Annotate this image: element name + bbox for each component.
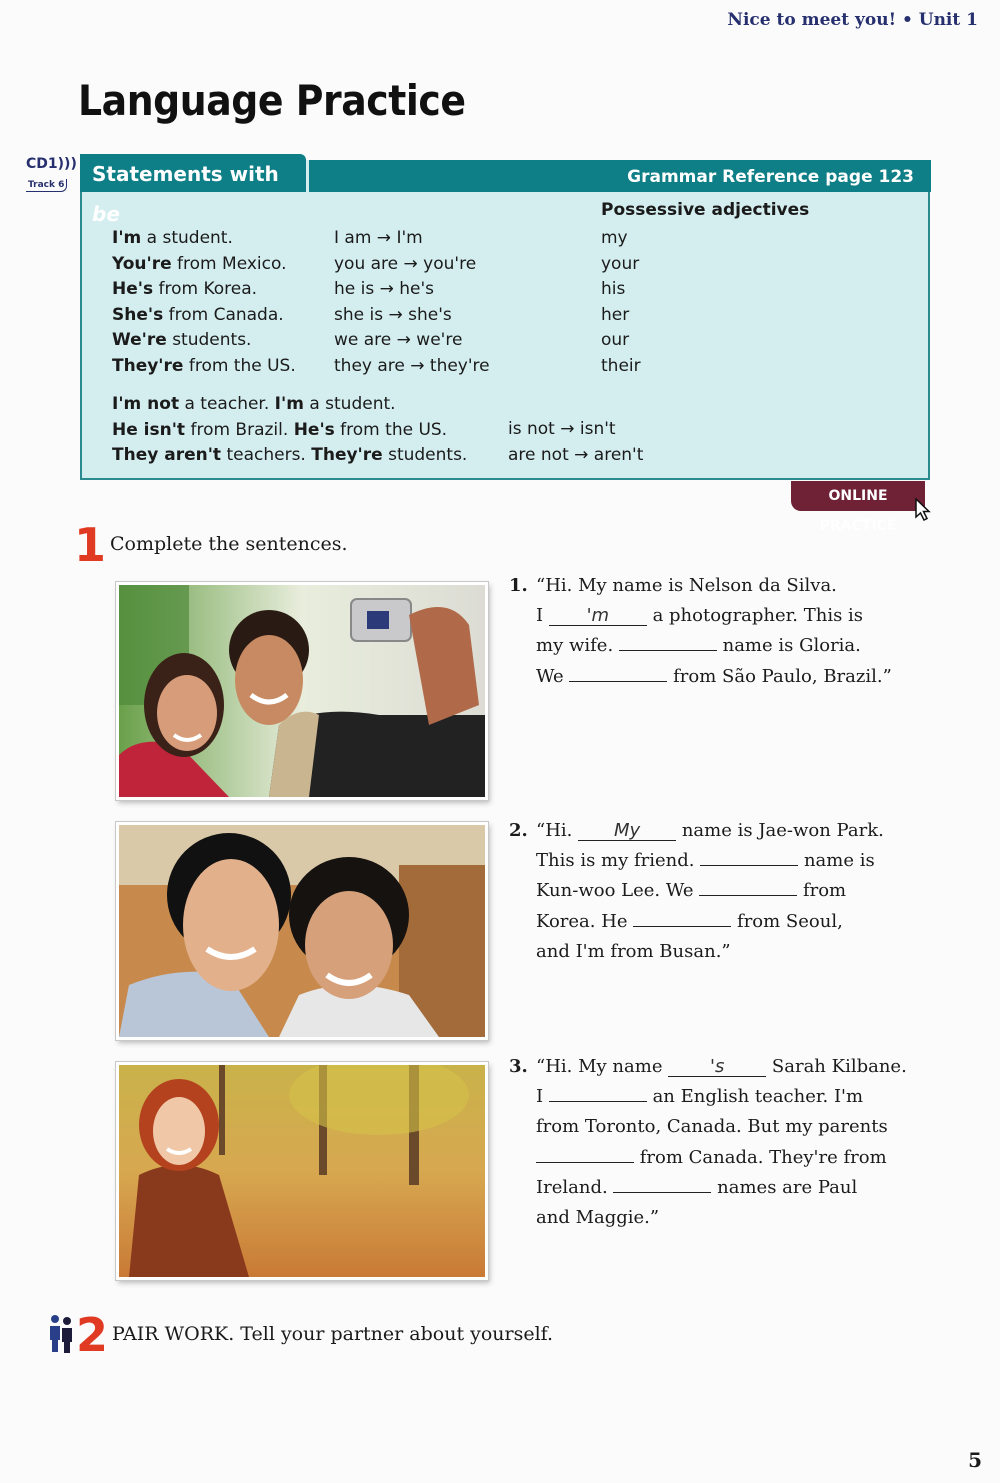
exercise-text: names are Paul <box>711 1176 858 1198</box>
possessive-row: their <box>601 355 641 376</box>
grammar-title-tab <box>80 154 306 226</box>
possessive-row: her <box>601 304 630 325</box>
negative-row <box>112 443 467 469</box>
negatives-column <box>112 392 467 469</box>
cd-label: CD1 <box>26 156 58 172</box>
exercise-item-number: 2. <box>509 820 528 841</box>
contraction-row: they are → they're <box>334 355 490 376</box>
statement-subject: We're <box>112 330 167 350</box>
possessive-row: your <box>601 253 640 274</box>
exercise-text: We <box>536 665 570 687</box>
contraction-row: she is → she's <box>334 304 452 325</box>
exercise-2-number: 2 <box>76 1308 109 1362</box>
exercise-line <box>509 1203 907 1233</box>
negative-bold-2: They're <box>311 445 383 465</box>
page-number: 5 <box>968 1448 982 1472</box>
exercise-text: Sarah Kilbane. <box>766 1056 907 1077</box>
pair-work-label: PAIR WORK. <box>112 1323 235 1345</box>
photo-two-friends <box>116 822 488 1040</box>
answer-blank[interactable] <box>569 663 667 682</box>
negative-bold-2: He's <box>293 419 335 440</box>
exercise-line <box>509 1082 907 1112</box>
exercise-text: and Maggie.” <box>536 1207 660 1229</box>
statement-row <box>112 226 296 252</box>
statement-rest: from Mexico. <box>171 253 287 274</box>
exercise-text: from Canada. They're from <box>634 1146 887 1168</box>
statement-subject: You're <box>112 253 172 274</box>
exercise-line <box>509 662 892 692</box>
exercise-line <box>509 907 884 937</box>
statement-subject: They're <box>112 355 184 376</box>
contraction-row: you are → you're <box>334 253 477 274</box>
pair-work-icon <box>48 1314 74 1354</box>
exercise-line <box>509 571 892 601</box>
exercise-item-number: 3. <box>509 1056 528 1077</box>
contraction-row: he is → he's <box>334 279 435 299</box>
exercise-item-number: 1. <box>509 575 528 596</box>
statement-rest: from the US. <box>183 355 296 376</box>
audio-cd-badge[interactable] <box>26 156 77 192</box>
negative-bold-1: I'm not <box>112 394 180 414</box>
exercise-text: I <box>536 605 549 627</box>
exercise-text: a photographer. This is <box>646 605 864 627</box>
exercise-text: from <box>797 880 847 902</box>
exercise-text: from Seoul, <box>731 910 843 932</box>
exercise-line <box>509 601 892 631</box>
exercise-line <box>509 1112 907 1142</box>
statement-rest: from Canada. <box>163 304 284 325</box>
negative-bold-2: I'm <box>274 394 304 414</box>
statements-column <box>112 226 296 379</box>
tab-separator <box>306 160 309 192</box>
exercise-text: “Hi. My name is Nelson da Silva. <box>536 575 837 596</box>
possessive-row: my <box>601 228 628 248</box>
negative-text-2: students. <box>382 445 468 465</box>
exercise-text: This is my friend. <box>536 850 701 872</box>
exercise-line <box>509 1052 907 1082</box>
negative-bold-1: They aren't <box>112 445 222 465</box>
grammar-reference-link[interactable]: Grammar Reference page 123 <box>627 167 914 187</box>
exercise-text: Ireland. <box>536 1176 614 1198</box>
exercise-text: from São Paulo, Brazil.” <box>667 665 892 687</box>
statement-subject: I'm <box>112 228 142 248</box>
negative-text-1: a teacher. <box>179 394 275 414</box>
negative-row <box>112 418 467 444</box>
answer-blank[interactable]: 's <box>668 1058 766 1077</box>
exercise-text: Kun-woo Lee. We <box>536 880 700 902</box>
mouse-pointer-icon <box>915 498 933 522</box>
statement-row <box>112 354 296 380</box>
neg-contraction-row: is not → isn't <box>508 419 616 439</box>
contractions-column <box>334 226 490 379</box>
negative-row <box>112 392 467 418</box>
exercise-text: name is Jae-won Park. <box>676 820 884 841</box>
exercise-line <box>509 937 884 967</box>
answer-blank[interactable] <box>613 1174 711 1193</box>
statement-row <box>112 252 296 278</box>
exercise-line <box>509 1173 907 1203</box>
exercise-item-3 <box>509 1052 907 1233</box>
online-practice-button[interactable]: ONLINE PRACTICE <box>791 481 925 511</box>
exercise-item-1 <box>509 571 892 692</box>
answer-blank[interactable] <box>699 877 797 896</box>
exercise-line <box>509 816 884 846</box>
statement-row <box>112 328 296 354</box>
exercise-2-instruction <box>112 1323 553 1345</box>
exercise-text: name is Gloria. <box>716 635 861 657</box>
photo-couple-selfie <box>116 582 488 800</box>
exercise-text: “Hi. My name <box>536 1056 669 1077</box>
pair-work-text: Tell your partner about yourself. <box>234 1323 554 1345</box>
unit-header: Nice to meet you! • Unit 1 <box>727 10 978 30</box>
statement-subject: He's <box>112 279 154 299</box>
photo-woman-autumn <box>116 1062 488 1280</box>
page-title: Language Practice <box>78 76 466 125</box>
exercise-text: and I'm from Busan.” <box>536 940 731 962</box>
statement-row <box>112 277 296 303</box>
statement-subject: She's <box>112 304 164 325</box>
exercise-line <box>509 876 884 906</box>
grammar-title-word: be <box>92 202 120 226</box>
exercise-text: name is <box>798 850 875 872</box>
contraction-row: we are → we're <box>334 330 463 350</box>
answer-blank[interactable] <box>633 908 731 927</box>
statement-row <box>112 303 296 329</box>
possessive-row: his <box>601 279 626 299</box>
negative-text-2: a student. <box>303 394 396 414</box>
answer-blank[interactable]: 'm <box>549 607 647 626</box>
exercise-line <box>509 631 892 661</box>
exercise-text: Korea. He <box>536 910 634 932</box>
exercise-1-instruction: Complete the sentences. <box>110 533 348 555</box>
exercise-item-2 <box>509 816 884 967</box>
exercise-line <box>509 846 884 876</box>
negative-text-1: teachers. <box>221 445 312 465</box>
statement-rest: from Korea. <box>153 279 258 299</box>
possessive-row: our <box>601 330 630 350</box>
answer-blank[interactable] <box>619 632 717 651</box>
possessives-column <box>601 226 641 379</box>
cd-track: Track 6 <box>26 179 67 192</box>
sound-waves-icon: ))) <box>57 156 77 172</box>
statement-rest: a student. <box>141 228 233 248</box>
exercise-text: I <box>536 1086 549 1108</box>
exercise-line <box>509 1143 907 1173</box>
exercise-text: from Toronto, Canada. But my parents <box>536 1116 888 1138</box>
exercise-text: an English teacher. I'm <box>646 1086 864 1108</box>
neg-contractions-column <box>508 417 643 468</box>
negative-text-2: from the US. <box>334 419 448 440</box>
grammar-title: Statements with <box>92 162 279 186</box>
answer-blank[interactable] <box>536 1144 634 1163</box>
exercise-1-number: 1 <box>74 518 107 572</box>
exercise-text: my wife. <box>536 635 619 657</box>
exercise-text: “Hi. <box>536 820 579 841</box>
negative-text-1: from Brazil. <box>185 419 294 440</box>
answer-blank[interactable] <box>700 847 798 866</box>
answer-blank[interactable]: My <box>578 822 676 841</box>
negative-bold-1: He isn't <box>112 419 186 440</box>
answer-blank[interactable] <box>549 1083 647 1102</box>
neg-contraction-row: are not → aren't <box>508 444 644 465</box>
statement-rest: students. <box>166 330 252 350</box>
possessive-heading: Possessive adjectives <box>601 200 810 220</box>
contraction-row: I am → I'm <box>334 228 423 248</box>
